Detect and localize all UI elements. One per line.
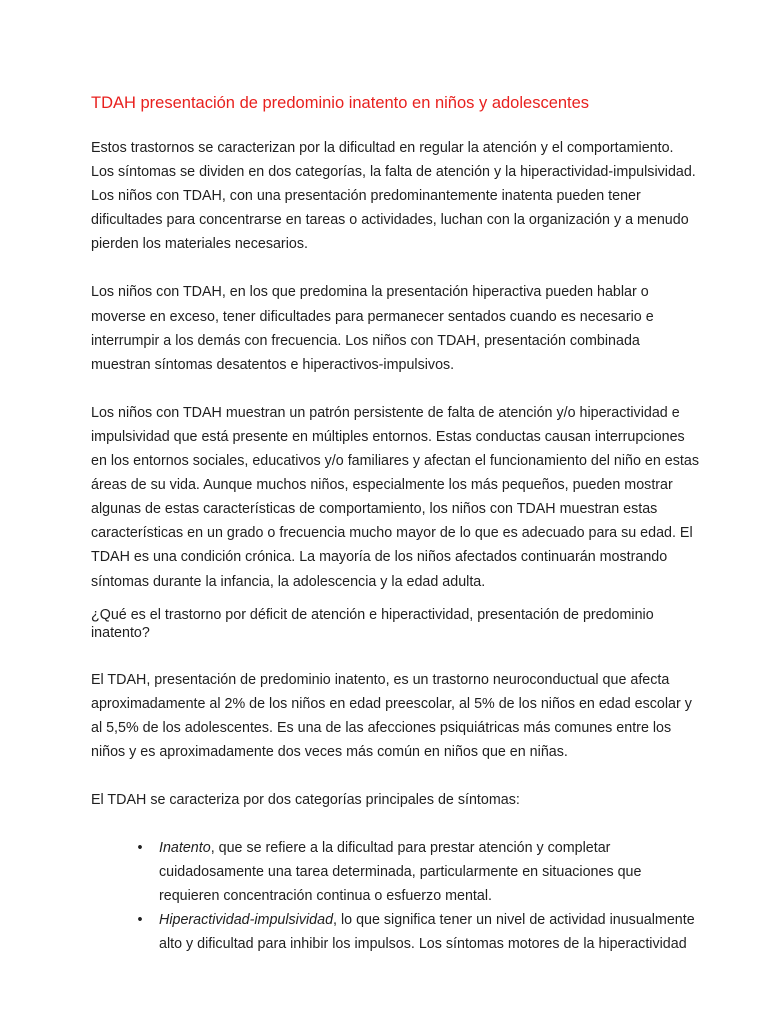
list-item-hiperactividad <box>91 908 695 956</box>
paragraph-categories <box>91 788 688 812</box>
paragraph-spacer <box>91 256 688 280</box>
paragraph-line: interrumpir a los demás con frecuencia. Los niños con TDAH, presentación combinada <box>91 332 640 349</box>
paragraph-line: moverse en exceso, tener dificultades para permanecer sentados cuando es necesario e <box>91 308 654 325</box>
paragraph-spacer <box>91 377 688 401</box>
list-item-line <box>159 908 695 932</box>
paragraph-spacer <box>91 764 688 788</box>
list-item-line <box>159 836 688 860</box>
paragraph-prevalence <box>91 668 692 764</box>
paragraph-spacer <box>91 812 688 836</box>
paragraph-line: Los niños con TDAH muestran un patrón persistente de falta de atención y/o hiperactividad e <box>91 404 680 421</box>
question-line: ¿Qué es el trastorno por déficit de atención e hiperactividad, presentación de predominio <box>91 606 654 623</box>
paragraph-line: Los síntomas se dividen en dos categorías, la falta de atención y la hiperactividad-impulsividad. <box>91 164 696 181</box>
paragraph-line: dificultades para concentrarse en tareas o actividades, luchan con la organización y a menudo <box>91 212 689 229</box>
paragraph-line: El TDAH se caracteriza por dos categorías principales de síntomas: <box>91 791 520 808</box>
paragraph-hyperactive <box>91 280 688 376</box>
paragraph-line: El TDAH, presentación de predominio inatento, es un trastorno neuroconductual que afecta <box>91 671 670 688</box>
document-title: TDAH presentación de predominio inatento en niños y adolescentes <box>91 94 590 112</box>
paragraph-line: aproximadamente al 2% de los niños en edad preescolar, al 5% de los niños en edad escolar y <box>91 695 692 712</box>
paragraph-line: Los niños con TDAH, con una presentación predominantemente inatenta pueden tener <box>91 188 641 205</box>
list-item-line: alto y dificultad para inhibir los impulsos. Los síntomas motores de la hiperactividad <box>159 936 687 953</box>
paragraph-line: al 5,5% de los adolescentes. Es una de las afecciones psiquiátricas más comunes entre los <box>91 719 672 736</box>
paragraph-line: algunas de estas características de comportamiento, los niños con TDAH muestran estas <box>91 501 658 518</box>
list-item-line: cuidadosamente una tarea determinada, particularmente en situaciones que <box>159 864 642 881</box>
list-item-term: Inatento <box>159 840 211 857</box>
bullet-icon: • <box>137 912 143 929</box>
list-item-term: Hiperactividad-impulsividad <box>159 912 334 929</box>
paragraph-line: en los entornos sociales, educativos y/o familiares y afectan el funcionamiento del niño en estas <box>91 453 699 470</box>
list-item-line: requieren concentración continua o esfuerzo mental. <box>159 888 493 905</box>
question-line: inatento? <box>91 624 150 641</box>
paragraph-line: TDAH es una condición crónica. La mayoría de los niños afectados continuarán mostrando <box>91 549 668 566</box>
list-item-text: , que se refiere a la dificultad para prestar atención y completar <box>210 840 611 857</box>
paragraph-line: síntomas durante la infancia, la adolescencia y la edad adulta. <box>91 573 486 590</box>
paragraph-line: características en un grado o frecuencia mucho mayor de lo que es adecuado para su edad. El <box>91 525 693 542</box>
paragraph-line: áreas de su vida. Aunque muchos niños, especialmente los más pequeños, pueden mostrar <box>91 477 673 494</box>
paragraph-intro <box>91 136 696 256</box>
paragraph-line: niños y es aproximadamente dos veces más común en niños que en niñas. <box>91 743 568 760</box>
paragraph-spacer <box>91 594 688 606</box>
list-item-inatento <box>91 836 688 908</box>
paragraph-spacer <box>91 642 688 668</box>
paragraph-line: Los niños con TDAH, en los que predomina la presentación hiperactiva pueden hablar o <box>91 284 649 301</box>
bullet-icon: • <box>137 840 143 857</box>
paragraph-line: Estos trastornos se caracterizan por la dificultad en regular la atención y el comportamiento. <box>91 140 674 156</box>
paragraph-line: pierden los materiales necesarios. <box>91 236 308 253</box>
paragraph-pattern <box>91 401 699 594</box>
paragraph-line: impulsividad que está presente en múltiples entornos. Estas conductas causan interrupciones <box>91 428 685 445</box>
section-question <box>91 606 688 642</box>
list-item-text: , lo que significa tener un nivel de actividad inusualmente <box>333 912 695 929</box>
symptom-list <box>91 836 695 956</box>
paragraph-line: muestran síntomas desatentos e hiperactivos-impulsivos. <box>91 356 455 373</box>
